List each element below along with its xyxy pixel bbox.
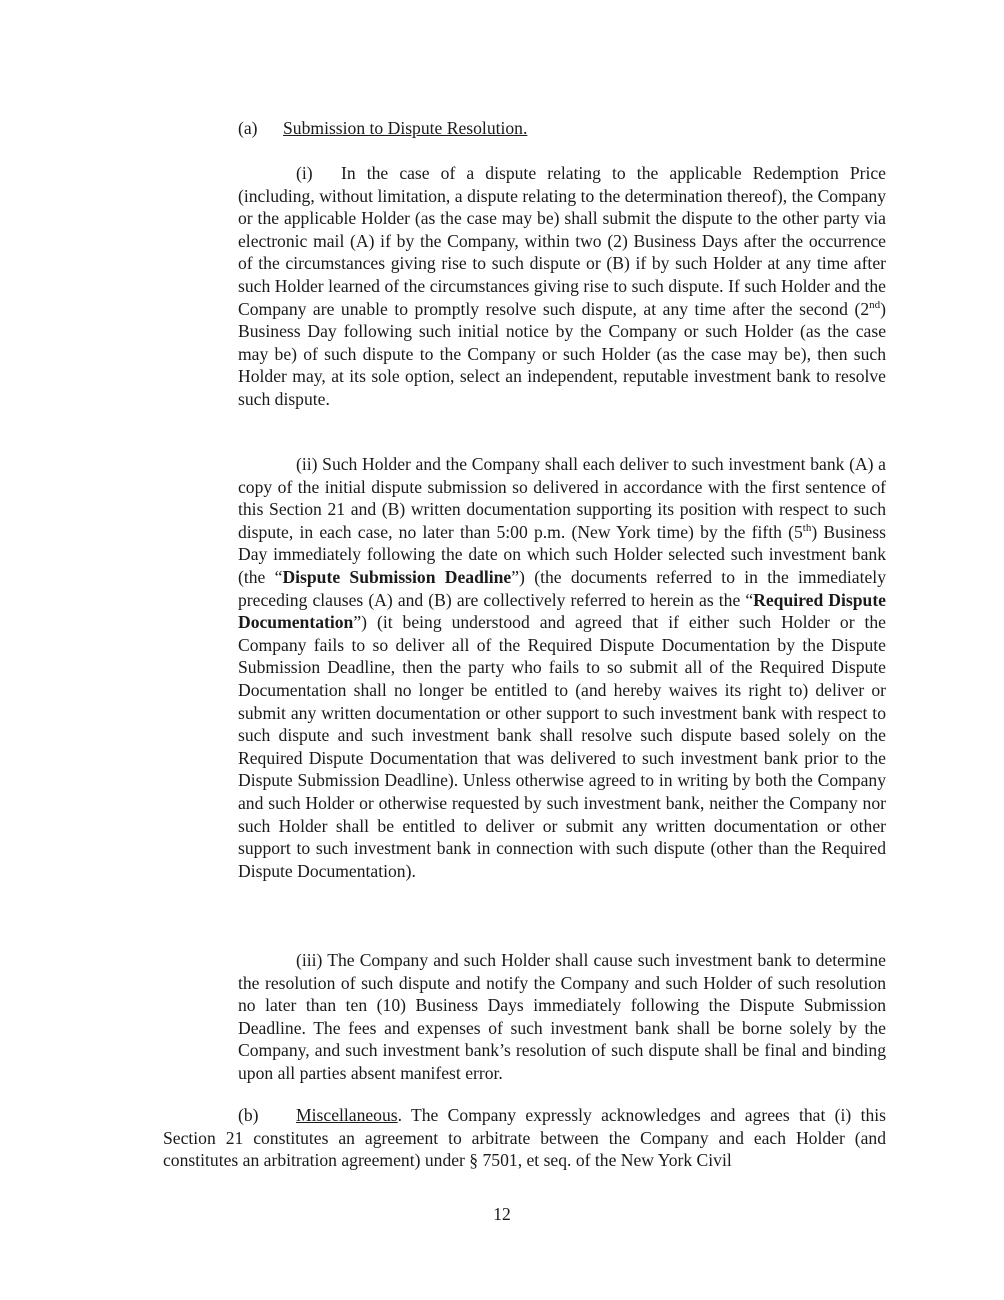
section-b-paragraph (163, 1104, 886, 1172)
paragraph-ii (238, 453, 886, 882)
defined-term-required-dispute-documentation: Required Dispute Documentation (238, 589, 886, 633)
ordinal-suffix-th: th (802, 521, 812, 534)
section-b-label: (b) (238, 1105, 259, 1125)
section-b-text: . The Company expressly acknowledges and agrees that (i) this Section 21 constitutes an agreement to arbitrate between the Company and each Holder (and constitutes an arbitration agreement) under § 7501, et seq. of the New York Civil (163, 1105, 886, 1171)
paragraph-iii (238, 949, 886, 1085)
paragraph-i-text-2: ) Business Day following such initial notice by the Company or such Holder (as the case may be) of such dispute to the Company or such Holder (as the case may be), then such Holder may, at its sole option, select an independent, reputable investment bank to resolve such dispute. (238, 298, 886, 409)
paragraph-ii-text-1: (ii) Such Holder and the Company shall each deliver to such investment bank (A) a copy of the initial dispute submission so delivered in accordance with the first sentence of this Section 21 and (B) written documentation supporting its position with respect to such dispute, in each case, no later than 5:00 p.m. (New York time) by the fifth (5 (238, 454, 886, 542)
paragraph-iii-text: (iii) The Company and such Holder shall cause such investment bank to determine the resolution of such dispute and notify the Company and such Holder of such resolution no later than ten (10) Business Days immediately following the Dispute Submission Deadline. The fees and expenses of such investment bank shall be borne solely by the Company, and such investment bank’s resolution of such dispute shall be final and binding upon all parties absent manifest error. (238, 950, 886, 1083)
paragraph-ii-text-4: ”) (it being understood and agreed that if either such Holder or the Company fails to so deliver all of the Required Dispute Documentation by the Dispute Submission Deadline, then the party who fails to so submit all of the Required Dispute Documentation shall no longer be entitled to (and hereby waives its right to) deliver or submit any written documentation or other support to such investment bank with respect to such dispute and such investment bank shall resolve such dispute based solely on the Required Dispute Documentation that was delivered to such investment bank prior to the Dispute Submission Deadline). Unless otherwise agreed to in writing by both the Company and such Holder or otherwise requested by such investment bank, neither the Company nor such Holder shall be entitled to deliver or submit any written documentation or other support to such investment bank in connection with such dispute (other than the Required Dispute Documentation). (238, 612, 886, 881)
section-b-title: Miscellaneous (296, 1105, 398, 1125)
section-a-title: Submission to Dispute Resolution. (283, 118, 528, 138)
section-a-heading (238, 117, 527, 140)
paragraph-ii-text-3: ”) (the documents referred to in the immediately preceding clauses (A) and (B) are collectively referred to herein as the “ (238, 566, 886, 610)
paragraph-i-label: (i) (296, 163, 313, 183)
paragraph-i (238, 162, 886, 411)
page-number: 12 (493, 1204, 511, 1224)
section-a-label: (a) (238, 118, 258, 138)
paragraph-i-text-1: In the case of a dispute relating to the applicable Redemption Price (including, without limitation, a dispute relating to the determination thereof), the Company or the applicable Holder (as the case may be) shall submit the dispute to the other party via electronic mail (A) if by the Company, within two (2) Business Days after the occurrence of the circumstances giving rise to such dispute or (B) if by such Holder at any time after such Holder learned of the circumstances giving rise to such dispute. If such Holder and the Company are unable to promptly resolve such dispute, at any time after the second (2 (238, 163, 886, 319)
paragraph-ii-text-2: ) Business Day immediately following the date on which such Holder selected such investment bank (the “ (238, 521, 886, 587)
defined-term-dispute-submission-deadline: Dispute Submission Deadline (282, 566, 512, 587)
ordinal-suffix-nd: nd (869, 298, 881, 311)
